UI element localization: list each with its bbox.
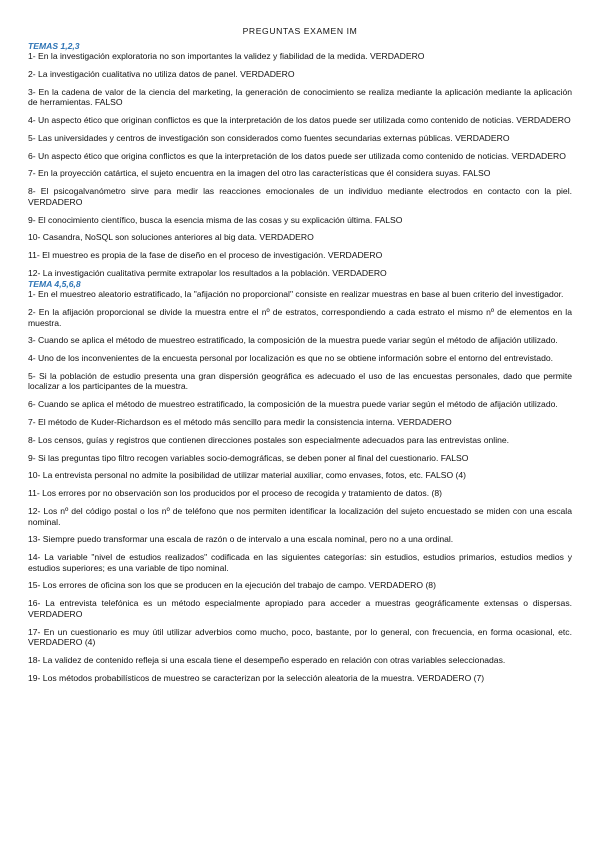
question-item: 9- Si las preguntas tipo filtro recogen variables socio-demográficas, se deben poner al final del cuestionario. FALSO <box>28 452 469 463</box>
question-item: 5- Si la población de estudio presenta una gran dispersión geográfica es adecuado el uso de las encuestas personales, dado que permite localizar a los participantes de la muestra. <box>28 370 572 392</box>
question-item: 6- Cuando se aplica el método de muestreo estratificado, la composición de la muestra puede variar según el método de afijación utilizado. <box>28 399 558 410</box>
question-item: 9- El conocimiento científico, busca la esencia misma de las cosas y su explicación última. FALSO <box>28 214 403 225</box>
question-item: 7- El método de Kuder-Richardson es el método más sencillo para medir la consistencia interna. VERDADERO <box>28 417 452 428</box>
question-item: 12- Los nº del código postal o los nº de teléfono que nos permiten identificar la localización del sujeto encuestado se miden con una escala nominal. <box>28 505 572 527</box>
question-item: 3- En la cadena de valor de la ciencia del marketing, la generación de conocimiento se realiza mediante la aplicación mediante la aplicación de herramientas. FALSO <box>28 86 572 108</box>
question-item: 6- Un aspecto ético que origina conflictos es que la interpretación de los datos puede ser utilizada como contenido de noticias. VERDADERO <box>28 150 566 161</box>
question-item: 4- Un aspecto ético que originan conflictos es que la interpretación de los datos puede ser utilizada como contenido de noticias. VERDADERO <box>28 115 571 126</box>
question-item: 14- La variable "nivel de estudios realizados" codificada en las siguientes categorías: sin estudios, estudios primarios, estudios medios y estudios superiores; es una variable de tipo nominal. <box>28 552 572 573</box>
question-item: 13- Siempre puedo transformar una escala de razón o de intervalo a una escala nominal, pero no a una ordinal. <box>28 534 454 545</box>
question-item: 17- En un cuestionario es muy útil utilizar adverbios como mucho, poco, bastante, por lo general, con frecuencia, en forma ocasional, etc. VERDADERO (4) <box>28 626 572 648</box>
question-item: 5- Las universidades y centros de investigación son considerados como fuentes secundarias externas públicas. VERDADERO <box>28 132 510 143</box>
question-item: 11- El muestreo es propia de la fase de diseño en el proceso de investigación. VERDADERO <box>28 250 383 261</box>
question-item: 3- Cuando se aplica el método de muestreo estratificado, la composición de la muestra puede variar según el método de afijación utilizado. <box>28 335 558 346</box>
question-item: 19- Los métodos probabilísticos de muestreo se caracterizan por la selección aleatoria de la muestra. VERDADERO (7) <box>28 672 485 683</box>
question-item: 7- En la proyección catártica, el sujeto encuentra en la imagen del otro las características que él considera suyas. FALSO <box>28 168 491 179</box>
question-item: 8- El psicogalvanómetro sirve para medir las reacciones emocionales de un individuo mediante electrodos en contacto con la piel. VERDADERO <box>28 186 572 207</box>
question-item: 1- En el muestreo aleatorio estratificado, la "afijación no proporcional" consiste en realizar muestras en base al buen criterio del investigador. <box>28 289 564 300</box>
question-item: 2- La investigación cualitativa no utiliza datos de panel. VERDADERO <box>28 68 295 79</box>
question-item: 12- La investigación cualitativa permite extrapolar los resultados a la población. VERDADERO <box>28 267 387 278</box>
question-item: 15- Los errores de oficina son los que se producen en la ejecución del trabajo de campo. VERDADERO (8) <box>28 580 436 591</box>
question-item: 4- Uno de los inconvenientes de la encuesta personal por localización es que no se obtiene información sobre el entorno del entrevistado. <box>28 353 554 364</box>
section-tema-4-5-6-8 <box>28 279 572 684</box>
section-heading: TEMAS 1,2,3 <box>28 40 80 51</box>
question-item: 18- La validez de contenido refleja si una escala tiene el desempeño esperado en relación con otras variables seleccionadas. <box>28 655 506 665</box>
question-item: 2- En la afijación proporcional se divide la muestra entre el nº de estratos, correspondiendo a cada estrato el mismo nº de elementos en la muestra. <box>28 306 572 328</box>
section-temas-1-2-3 <box>28 41 572 279</box>
question-item: 8- Los censos, guías y registros que contienen direcciones postales son especialmente adecuados para las entrevistas online. <box>28 434 510 445</box>
document-title: PREGUNTAS EXAMEN IM <box>242 26 358 36</box>
question-item: 10- Casandra, NoSQL son soluciones anteriores al big data. VERDADERO <box>28 232 314 243</box>
question-item: 11- Los errores por no observación son los producidos por el proceso de recogida y tratamiento de datos. (8) <box>28 488 443 499</box>
question-item: 1- En la investigación exploratoria no son importantes la validez y fiabilidad de la medida. VERDADERO <box>28 51 425 62</box>
section-heading: TEMA 4,5,6,8 <box>28 278 81 289</box>
question-item: 10- La entrevista personal no admite la posibilidad de utilizar material auxiliar, como envases, fotos, etc. FALSO (4) <box>28 470 467 481</box>
question-item: 16- La entrevista telefónica es un método especialmente apropiado para acceder a muestras geográficamente extensas o dispersas. VERDADERO <box>28 598 572 619</box>
